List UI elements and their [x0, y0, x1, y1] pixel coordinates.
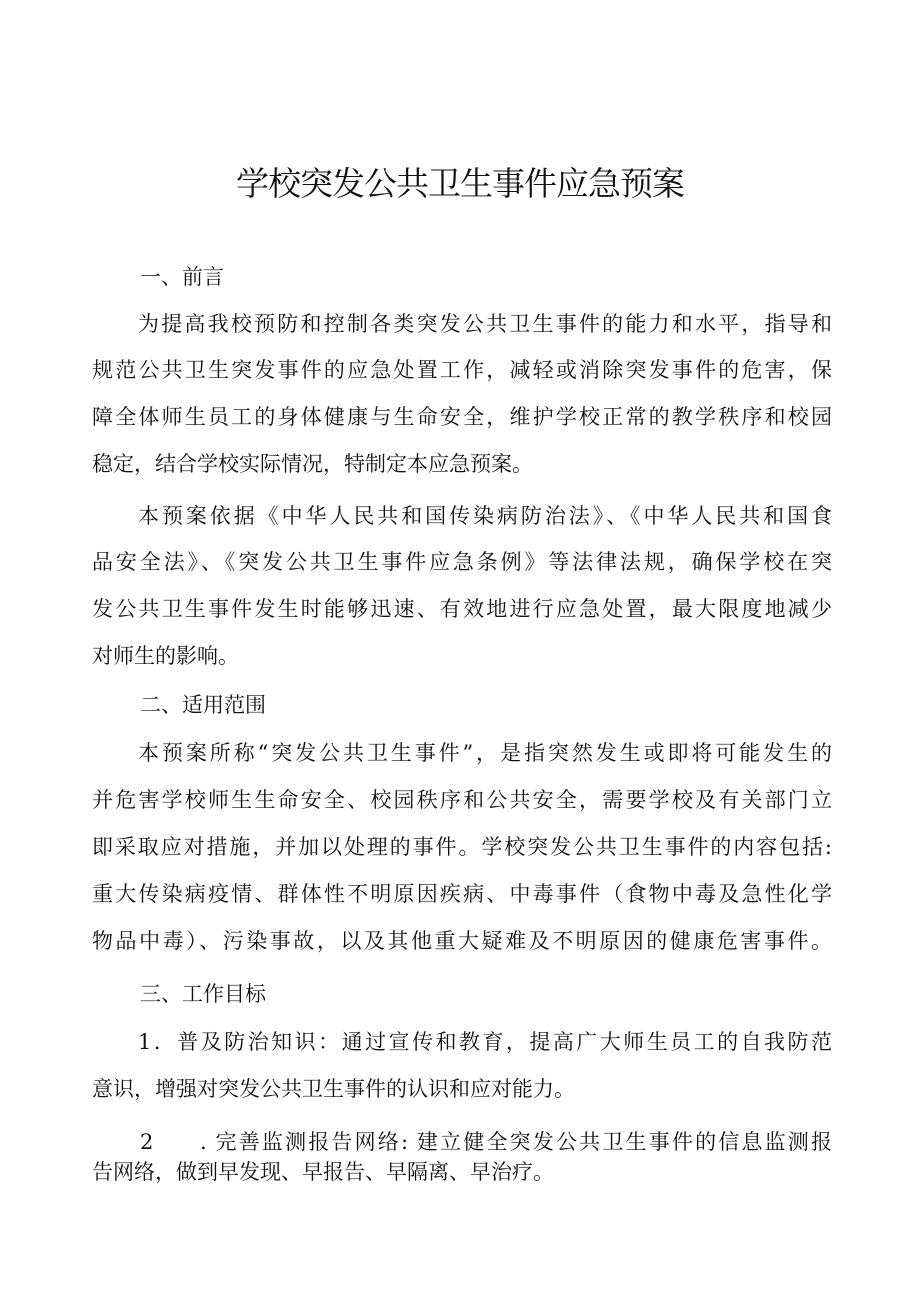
paragraph-line: 重大传染病疫情、群体性不明原因疾病、中毒事件（食物中毒及急性化学 — [92, 882, 832, 906]
list-item-line: . 完善监测报告网络: 建立健全突发公共卫生事件的信息监测报 — [200, 1130, 832, 1154]
paragraph-line: 规范公共卫生突发事件的应急处置工作，减轻或消除突发事件的危害，保 — [92, 358, 832, 382]
paragraph-line: 发公共卫生事件发生时能够迅速、有效地进行应急处置，最大限度地减少 — [92, 597, 832, 621]
paragraph-line: 品安全法》、《突发公共卫生事件应急条例》等法律法规，确保学校在突 — [92, 550, 832, 574]
section-heading-scope: 二、适用范围 — [140, 693, 266, 717]
document-title: 学校突发公共卫生事件应急预案 — [236, 164, 684, 203]
paragraph-line: 为提高我校预防和控制各类突发公共卫生事件的能力和水平，指导和 — [138, 312, 832, 336]
paragraph-line: 障全体师生员工的身体健康与生命安全，维护学校正常的教学秩序和校园 — [92, 405, 832, 429]
paragraph-line: 本预案所称“突发公共卫生事件”，是指突然发生或即将可能发生的 — [138, 741, 832, 765]
list-item-line: 意识，增强对突发公共卫生事件的认识和应对能力。 — [92, 1077, 575, 1101]
section-heading-goals: 三、工作目标 — [140, 982, 266, 1006]
paragraph-line: 稳定，结合学校实际情况，特制定本应急预案。 — [92, 452, 533, 476]
list-item-number: 2 — [140, 1130, 154, 1154]
section-heading-preface: 一、前言 — [140, 265, 224, 289]
paragraph-line: 即采取应对措施，并加以处理的事件。学校突发公共卫生事件的内容包括: — [92, 835, 832, 859]
paragraph-line: 本预案依据《中华人民共和国传染病防治法》、《中华人民共和国食 — [138, 504, 832, 528]
paragraph-line: 对师生的影响。 — [92, 644, 239, 668]
paragraph-line: 物品中毒）、污染事故，以及其他重大疑难及不明原因的健康危害事件。 — [92, 929, 832, 953]
list-item-line: 1．普及防治知识：通过宣传和教育，提高广大师生员工的自我防范 — [138, 1030, 832, 1054]
paragraph-line: 并危害学校师生生命安全、校园秩序和公共安全，需要学校及有关部门立 — [92, 788, 832, 812]
list-item-line: 告网络，做到早发现、早报告、早隔离、早治疗。 — [92, 1160, 554, 1184]
